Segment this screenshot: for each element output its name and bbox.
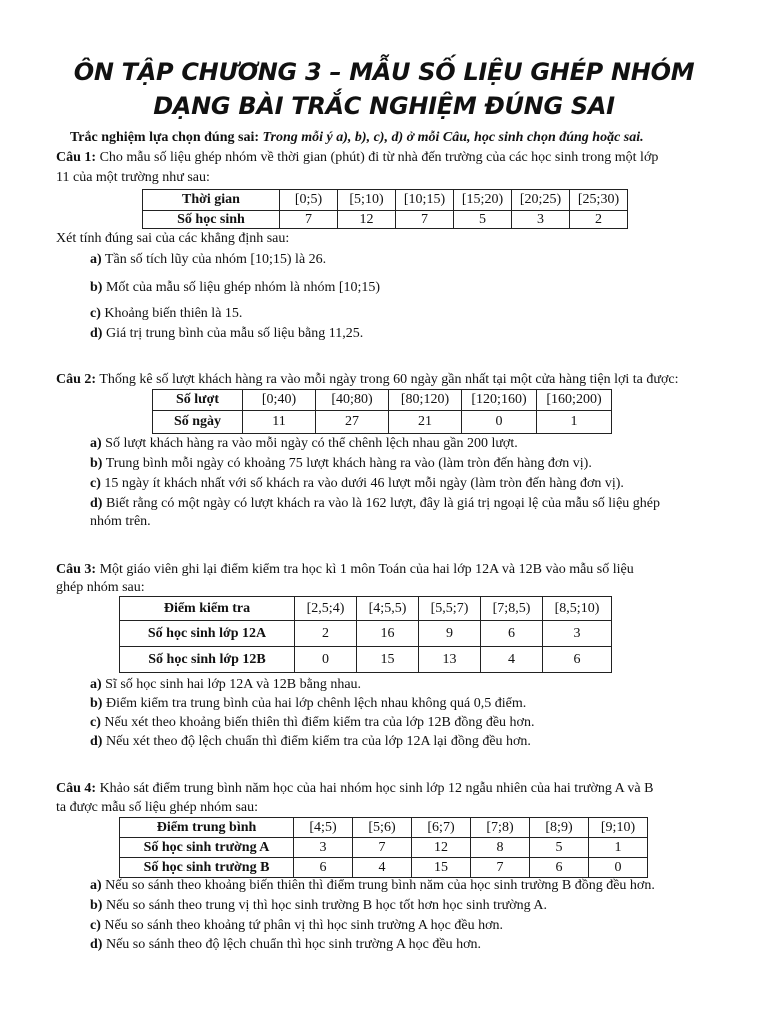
table-cell: Số học sinh lớp 12B	[120, 647, 295, 673]
q3-table	[119, 596, 612, 673]
table-header-cell: [80;120)	[389, 390, 462, 411]
option-a: a) Tần số tích lũy của nhóm [10;15) là 26.	[90, 252, 327, 267]
table-cell: 0	[589, 858, 648, 878]
table-cell: Số học sinh trường A	[120, 838, 294, 858]
table-cell: 1	[537, 411, 612, 434]
table-cell: 16	[357, 621, 419, 647]
table-row	[153, 411, 612, 434]
question-text-cont: 11 của một trường như sau:	[56, 170, 210, 185]
page-title: ÔN TẬP CHƯƠNG 3 – MẪU SỐ LIỆU GHÉP NHÓM	[73, 58, 695, 86]
q1-table	[142, 189, 628, 229]
table-header-cell: [9;10)	[589, 818, 648, 838]
option-a: a) Sĩ số học sinh hai lớp 12A và 12B bằng nhau.	[90, 677, 362, 692]
question-text-cont: ta được mẫu số liệu ghép nhóm sau:	[56, 800, 259, 815]
table-cell: 0	[462, 411, 537, 434]
table-cell: 5	[454, 211, 512, 229]
option-d: d) Nếu so sánh theo độ lệch chuẩn thì học sinh trường A học đều hơn.	[90, 937, 482, 952]
question-label: Câu 1:	[56, 150, 97, 165]
table-header-cell: [5,5;7)	[419, 597, 481, 621]
table-cell: 27	[316, 411, 389, 434]
table-row	[120, 858, 648, 878]
question-text: Thống kê số lượt khách hàng ra vào mỗi ngày trong 60 ngày gần nhất tại một cửa hàng tiện lợi ta được:	[99, 372, 679, 387]
table-cell: 15	[412, 858, 471, 878]
table-row	[143, 211, 628, 229]
q4-table	[119, 817, 648, 878]
option-b: b) Mốt của mẫu số liệu ghép nhóm là nhóm [10;15)	[90, 280, 381, 295]
table-header-cell: [160;200)	[537, 390, 612, 411]
table-cell: 21	[389, 411, 462, 434]
table-cell: 12	[338, 211, 396, 229]
table-cell: Số học sinh lớp 12A	[120, 621, 295, 647]
table-row	[120, 838, 648, 858]
option-b: b) Trung bình mỗi ngày có khoảng 75 lượt khách hàng ra vào (làm tròn đến hàng đơn vị).	[90, 456, 592, 471]
table-cell: 15	[357, 647, 419, 673]
option-b: b) Nếu so sánh theo trung vị thì học sinh trường B học tốt hơn học sinh trường A.	[90, 898, 547, 913]
table-header-cell: [0;40)	[243, 390, 316, 411]
table-cell: 3	[512, 211, 570, 229]
table-cell: 8	[471, 838, 530, 858]
table-cell: 5	[530, 838, 589, 858]
option-d: d) Nếu xét theo độ lệch chuẩn thì điểm kiểm tra của lớp 12A lại đồng đều hơn.	[90, 734, 531, 749]
table-cell: 6	[543, 647, 612, 673]
question-4	[56, 781, 653, 797]
table-cell: 7	[396, 211, 454, 229]
table-header-cell: [0;5)	[280, 190, 338, 211]
option-d-cont: nhóm trên.	[90, 514, 151, 529]
option-d: d) Giá trị trung bình của mẫu số liệu bằng 11,25.	[90, 326, 364, 341]
question-text: Cho mẫu số liệu ghép nhóm về thời gian (phút) đi từ nhà đến trường của các học sinh trong một lớp	[99, 150, 659, 165]
table-header-cell: [25;30)	[570, 190, 628, 211]
table-cell: 1	[589, 838, 648, 858]
question-lead: Xét tính đúng sai của các khẳng định sau:	[56, 231, 290, 246]
question-label: Câu 3:	[56, 562, 97, 577]
table-header-cell: [5;10)	[338, 190, 396, 211]
table-cell: 3	[543, 621, 612, 647]
option-a: a) Nếu so sánh theo khoảng biến thiên thì điểm trung bình năm của học sinh trường B đồng đều hơn.	[90, 878, 655, 893]
table-row	[120, 621, 612, 647]
table-cell: 2	[570, 211, 628, 229]
table-header-cell: [10;15)	[396, 190, 454, 211]
table-header-cell: [15;20)	[454, 190, 512, 211]
table-header-cell: [40;80)	[316, 390, 389, 411]
question-label: Câu 2:	[56, 372, 97, 387]
question-3	[56, 562, 634, 578]
option-b: b) Điểm kiểm tra trung bình của hai lớp chênh lệch nhau không quá 0,5 điểm.	[90, 696, 527, 711]
table-cell: 6	[481, 621, 543, 647]
table-header-cell: [7;8,5)	[481, 597, 543, 621]
table-header-cell: [4;5)	[294, 818, 353, 838]
instruction-bold: Trắc nghiệm lựa chọn đúng sai:	[70, 130, 259, 145]
instruction	[70, 130, 644, 146]
table-header-cell: [6;7)	[412, 818, 471, 838]
page-subtitle: DẠNG BÀI TRẮC NGHIỆM ĐÚNG SAI	[153, 92, 615, 120]
question-2	[56, 372, 678, 388]
table-row	[120, 647, 612, 673]
table-header-cell: [8,5;10)	[543, 597, 612, 621]
instruction-italic: Trong mỗi ý a), b), c), d) ở mỗi Câu, học sinh chọn đúng hoặc sai.	[262, 130, 644, 145]
table-cell: 2	[295, 621, 357, 647]
question-text-cont: ghép nhóm sau:	[56, 580, 145, 595]
table-cell: 12	[412, 838, 471, 858]
table-header-cell: [120;160)	[462, 390, 537, 411]
table-cell: 7	[471, 858, 530, 878]
table-cell: 7	[280, 211, 338, 229]
table-cell: 4	[481, 647, 543, 673]
table-cell: 3	[294, 838, 353, 858]
table-header-cell: Thời gian	[143, 190, 280, 211]
option-c: c) 15 ngày ít khách nhất với số khách ra vào dưới 46 lượt mỗi ngày (làm tròn đến hàng đơn vị).	[90, 476, 624, 491]
q2-table	[152, 389, 612, 434]
table-header-cell: Điểm trung bình	[120, 818, 294, 838]
table-header-cell: Điểm kiểm tra	[120, 597, 295, 621]
option-c: c) Khoảng biến thiên là 15.	[90, 306, 243, 321]
table-header-cell: [8;9)	[530, 818, 589, 838]
table-cell: 9	[419, 621, 481, 647]
question-text: Một giáo viên ghi lại điểm kiểm tra học kì 1 môn Toán của hai lớp 12A và 12B vào mẫu số liệu	[99, 562, 634, 577]
table-header-cell: [7;8)	[471, 818, 530, 838]
option-c: c) Nếu xét theo khoảng biến thiên thì điểm kiểm tra của lớp 12B đồng đều hơn.	[90, 715, 535, 730]
table-header-cell: [20;25)	[512, 190, 570, 211]
option-d: d) Biết rằng có một ngày có lượt khách ra vào là 162 lượt, đây là giá trị ngoại lệ của mẫu số liệu ghép	[90, 496, 660, 511]
question-1	[56, 150, 658, 166]
question-label: Câu 4:	[56, 781, 97, 796]
option-a: a) Số lượt khách hàng ra vào mỗi ngày có thể chênh lệch nhau gần 200 lượt.	[90, 436, 518, 451]
table-header-cell: [2,5;4)	[295, 597, 357, 621]
table-header-cell: Số lượt	[153, 390, 243, 411]
table-cell: Số học sinh	[143, 211, 280, 229]
table-cell: 11	[243, 411, 316, 434]
table-header-cell: [5;6)	[353, 818, 412, 838]
table-cell: 7	[353, 838, 412, 858]
question-text: Khảo sát điểm trung bình năm học của hai nhóm học sinh lớp 12 ngẫu nhiên của hai trường A và B	[99, 781, 654, 796]
table-header-cell: [4;5,5)	[357, 597, 419, 621]
table-cell: Số học sinh trường B	[120, 858, 294, 878]
table-cell: 4	[353, 858, 412, 878]
table-cell: Số ngày	[153, 411, 243, 434]
table-cell: 13	[419, 647, 481, 673]
option-c: c) Nếu so sánh theo khoảng tứ phân vị thì học sinh trường A học đều hơn.	[90, 918, 503, 933]
table-cell: 6	[530, 858, 589, 878]
table-cell: 0	[295, 647, 357, 673]
table-cell: 6	[294, 858, 353, 878]
